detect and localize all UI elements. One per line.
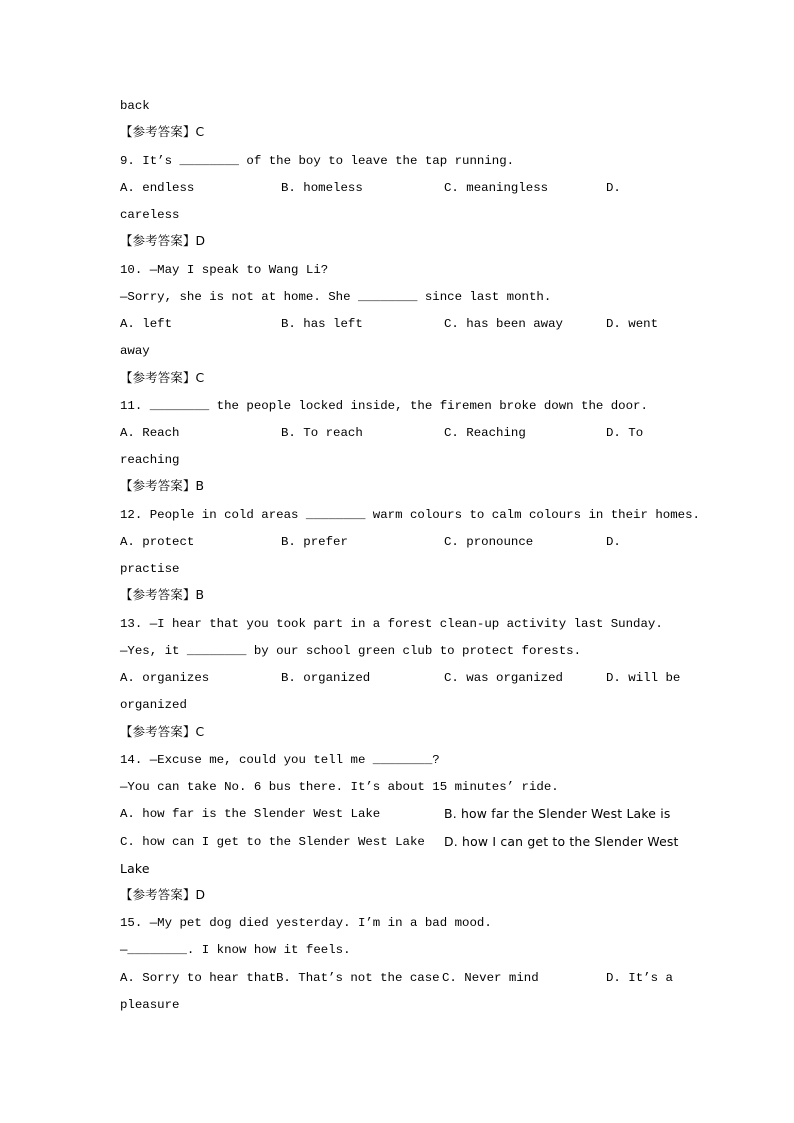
answer-11: 【参考答案】B: [120, 478, 205, 493]
question-10-option-a: A. left: [120, 317, 173, 331]
question-9-option-d: D.: [606, 181, 621, 195]
question-14-option-a: A. how far is the Slender West Lake: [120, 807, 381, 821]
question-14-stem-1: 14. —Excuse me, could you tell me ________?: [120, 753, 440, 767]
question-15-option-b: B. That’s not the case: [276, 971, 440, 985]
question-13-option-d-wrap: organized: [120, 698, 187, 712]
question-10-stem-2: —Sorry, she is not at home. She ________ since last month.: [120, 290, 552, 304]
question-12-option-c: C. pronounce: [444, 535, 534, 549]
question-14-option-c: C. how can I get to the Slender West Lake: [120, 835, 425, 849]
question-9-option-a: A. endless: [120, 181, 195, 195]
question-10-stem-1: 10. —May I speak to Wang Li?: [120, 263, 329, 277]
question-15-option-a: A. Sorry to hear that: [120, 971, 277, 985]
answer-8: 【参考答案】C: [120, 124, 205, 139]
answer-12: 【参考答案】B: [120, 587, 205, 602]
question-9-option-b: B. homeless: [281, 181, 363, 195]
question-12-option-b: B. prefer: [281, 535, 348, 549]
question-11-option-d: D. To: [606, 426, 644, 440]
question-14-option-d: D. how I can get to the Slender West: [444, 834, 679, 849]
question-11-stem: 11. ________ the people locked inside, the firemen broke down the door.: [120, 399, 648, 413]
question-13-option-c: C. was organized: [444, 671, 563, 685]
question-10-option-d: D. went: [606, 317, 659, 331]
question-12-option-a: A. protect: [120, 535, 195, 549]
question-12-option-d: D.: [606, 535, 621, 549]
question-13-option-d: D. will be: [606, 671, 681, 685]
question-15-stem-2: —________. I know how it feels.: [120, 943, 351, 957]
question-13-stem-1: 13. —I hear that you took part in a forest clean-up activity last Sunday.: [120, 617, 663, 631]
answer-10: 【参考答案】C: [120, 370, 205, 385]
question-14-stem-2: —You can take No. 6 bus there. It’s about 15 minutes’ ride.: [120, 780, 559, 794]
question-12-stem: 12. People in cold areas ________ warm colours to calm colours in their homes.: [120, 508, 700, 522]
question-11-option-b: B. To reach: [281, 426, 363, 440]
question-9-stem: 9. It’s ________ of the boy to leave the tap running.: [120, 154, 515, 168]
question-14-option-b: B. how far the Slender West Lake is: [444, 806, 671, 821]
question-15-option-c: C. Never mind: [442, 971, 539, 985]
question-8-tail: back: [120, 99, 150, 113]
question-11-option-c: C. Reaching: [444, 426, 526, 440]
question-9-option-d-wrap: careless: [120, 208, 180, 222]
question-9-option-c: C. meaningless: [444, 181, 549, 195]
question-11-option-a: A. Reach: [120, 426, 180, 440]
question-15-stem-1: 15. —My pet dog died yesterday. I’m in a bad mood.: [120, 916, 492, 930]
question-15-option-d: D. It’s a: [606, 971, 673, 985]
answer-9: 【参考答案】D: [120, 233, 206, 248]
question-10-option-d-wrap: away: [120, 344, 150, 358]
question-12-option-d-wrap: practise: [120, 562, 180, 576]
question-13-option-b: B. organized: [281, 671, 371, 685]
question-10-option-b: B. has left: [281, 317, 363, 331]
answer-13: 【参考答案】C: [120, 724, 205, 739]
answer-14: 【参考答案】D: [120, 887, 206, 902]
question-14-option-d-wrap: Lake: [120, 861, 150, 876]
question-11-option-d-wrap: reaching: [120, 453, 180, 467]
question-13-stem-2: —Yes, it ________ by our school green club to protect forests.: [120, 644, 582, 658]
question-10-option-c: C. has been away: [444, 317, 563, 331]
question-15-option-d-wrap: pleasure: [120, 998, 180, 1012]
question-13-option-a: A. organizes: [120, 671, 210, 685]
